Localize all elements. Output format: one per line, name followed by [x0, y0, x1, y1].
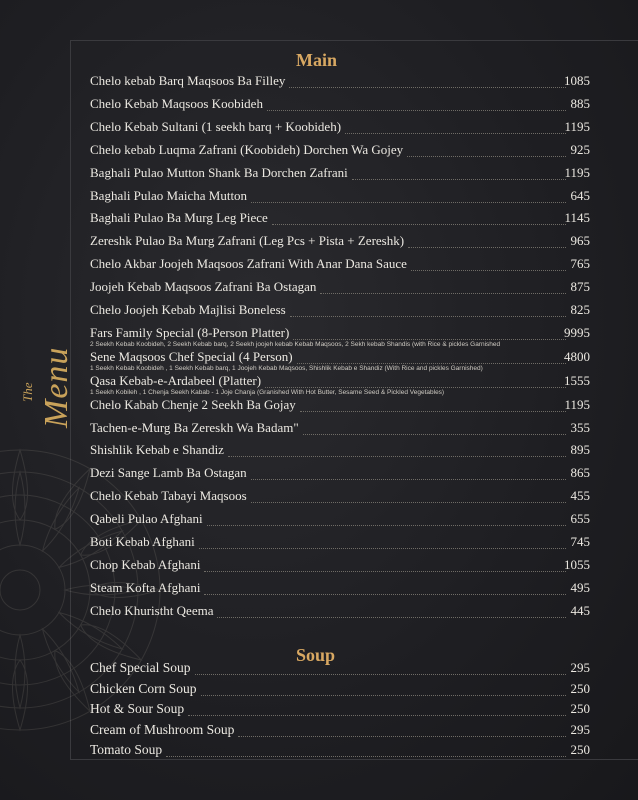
- menu-item-price: 250: [570, 701, 590, 717]
- menu-item-price: 925: [570, 141, 590, 157]
- menu-item-name: Chef Special Soup: [90, 660, 191, 675]
- menu-item-price: 1195: [564, 396, 590, 412]
- menu-item-name: Qabeli Pulao Afghani: [90, 511, 203, 527]
- vertical-title-menu: Menu: [38, 346, 75, 428]
- menu-item-row: [90, 233, 590, 253]
- menu-item-name: Steam Kofta Afghani: [90, 579, 201, 595]
- menu-item-price: 1145: [564, 210, 590, 226]
- menu-item-row: [90, 442, 590, 462]
- menu-item-name: Chelo Kebab Maqsoos Koobideh: [90, 95, 263, 111]
- menu-item-name: Sene Maqsoos Chef Special (4 Person): [90, 348, 293, 364]
- dot-leader: [300, 402, 566, 412]
- menu-item-name: Chelo Kabab Chenje 2 Seekh Ba Gojay: [90, 396, 296, 412]
- dot-leader: [204, 562, 566, 572]
- menu-item-name: Baghali Pulao Mutton Shank Ba Dorchen Zafrani: [90, 164, 348, 180]
- menu-item-price: 875: [570, 279, 590, 295]
- dot-leader: [228, 447, 566, 457]
- menu-item-price: 250: [570, 742, 590, 758]
- menu-item-name: Chelo Joojeh Kebab Majlisi Boneless: [90, 302, 286, 317]
- dot-leader: [293, 330, 566, 340]
- dot-leader: [217, 608, 566, 618]
- menu-item-name: Qasa Kebab-e-Ardabeel (Platter): [90, 372, 262, 388]
- menu-item-row: [90, 396, 590, 417]
- menu-item-price: 355: [570, 419, 590, 435]
- dot-leader: [297, 354, 566, 364]
- menu-item-price: 250: [570, 680, 590, 696]
- dot-leader: [303, 425, 566, 435]
- menu-item-price: 1085: [564, 73, 590, 88]
- menu-item-row: [90, 556, 590, 577]
- menu-item-row: [90, 465, 590, 485]
- dot-leader: [265, 378, 566, 388]
- menu-item-name: Shishlik Kebab e Shandiz: [90, 442, 224, 458]
- menu-item-row: [90, 118, 590, 139]
- menu-item-row: [90, 602, 590, 623]
- menu-item-price: 4800: [564, 348, 590, 364]
- menu-item-price: 9995: [564, 324, 590, 340]
- menu-item-row: [90, 419, 590, 440]
- menu-item-price: 295: [570, 721, 590, 737]
- menu-item-price: 495: [570, 579, 590, 595]
- menu-item-row: [90, 742, 590, 762]
- dot-leader: [251, 493, 566, 503]
- menu-item-name: Chelo Kebab Tabayi Maqsoos: [90, 488, 247, 504]
- menu-item-row: [90, 210, 590, 230]
- dot-leader: [204, 585, 566, 595]
- soup-section-heading: Soup: [296, 645, 336, 665]
- dot-leader: [345, 124, 566, 134]
- menu-item-name: Fars Family Special (8-Person Platter): [90, 324, 290, 340]
- dot-leader: [290, 307, 566, 317]
- dot-leader: [320, 284, 566, 294]
- menu-item-price: 1195: [564, 164, 590, 180]
- menu-item-row: [90, 701, 590, 721]
- menu-item-name: Hot & Sour Soup: [90, 701, 185, 717]
- menu-item-description: 1 Seekh Kebab Koobideh , 1 Seekh Kebab barq, 1 Joojeh Kebab Maqsoos, Shishlik Kebab e Shandiz (With Rice and pickles Garnished): [90, 364, 483, 372]
- menu-item-row: [90, 73, 590, 93]
- menu-item-name: Chelo kebab Luqma Zafrani (Koobideh) Dorchen Wa Gojey: [90, 141, 404, 157]
- menu-item-name: Zereshk Pulao Ba Murg Zafrani (Leg Pcs + Pista + Zereshk): [90, 233, 405, 249]
- menu-item-price: 825: [570, 302, 590, 317]
- menu-item-price: 865: [570, 465, 590, 481]
- menu-item-price: 445: [570, 602, 590, 618]
- menu-item-row: [90, 164, 590, 185]
- menu-item-description: 1 Seekh Kobileh , 1 Chenja Seekh Kabab - 1 Joje Chanja (Granished With Hot Butter, Sesame Seed & Pickled Vegetables): [90, 388, 445, 396]
- menu-item-row: [90, 721, 590, 742]
- dot-leader: [199, 539, 566, 549]
- menu-item-price: 455: [570, 488, 590, 504]
- menu-item-row: [90, 95, 590, 116]
- dot-leader: [411, 261, 566, 271]
- menu-item-name: Cream of Mushroom Soup: [90, 721, 235, 737]
- menu-item-price: 895: [570, 442, 590, 458]
- dot-leader: [238, 727, 566, 737]
- menu-item-row: [90, 279, 590, 299]
- menu-item-price: 655: [570, 511, 590, 527]
- menu-item-price: 965: [570, 233, 590, 249]
- menu-item-row: [90, 187, 590, 208]
- dot-leader: [267, 101, 566, 111]
- menu-item-name: Tomato Soup: [90, 742, 163, 758]
- dot-leader: [407, 147, 566, 157]
- menu-item-price: 1055: [564, 556, 590, 572]
- menu-item-row: [90, 660, 590, 680]
- menu-item-price: 765: [570, 256, 590, 272]
- dot-leader: [201, 686, 567, 696]
- dot-leader: [272, 215, 566, 225]
- menu-item-row: [90, 579, 590, 600]
- menu-item-name: Chop Kebab Afghani: [90, 556, 201, 572]
- menu-item-name: Dezi Sange Lamb Ba Ostagan: [90, 465, 247, 481]
- menu-item-row: [90, 511, 590, 531]
- menu-item-name: Chicken Corn Soup: [90, 680, 197, 696]
- menu-item-price: 745: [570, 534, 590, 549]
- menu-item-price: 645: [570, 187, 590, 203]
- dot-leader: [408, 238, 566, 248]
- menu-item-row: [90, 534, 590, 554]
- dot-leader: [195, 665, 567, 675]
- vertical-menu-title: [12, 330, 82, 450]
- dot-leader: [352, 170, 566, 180]
- menu-item-price: 1195: [564, 118, 590, 134]
- dot-leader: [166, 747, 566, 757]
- vertical-title-the: The: [20, 382, 35, 402]
- menu-item-row: [90, 256, 590, 276]
- dot-leader: [251, 470, 566, 480]
- menu-item-row: [90, 488, 590, 508]
- menu-item-description: 2 Seekh Kebab Koobideh, 2 Seekh Kebab barq, 2 Seekh joojeh kebab Kebab Maqsoos, 2 Sekh kebab Shandis (with Rice & pickles Garnished: [90, 340, 501, 348]
- dot-leader: [207, 516, 566, 526]
- menu-item-name: Baghali Pulao Ba Murg Leg Piece: [90, 210, 268, 226]
- menu-item-name: Tachen-e-Murg Ba Zereskh Wa Badam": [90, 419, 299, 435]
- menu-item-row: [90, 141, 590, 162]
- menu-item-row: [90, 302, 590, 322]
- menu-item-name: Joojeh Kebab Maqsoos Zafrani Ba Ostagan: [90, 279, 317, 295]
- menu-item-name: Chelo kebab Barq Maqsoos Ba Filley: [90, 73, 286, 88]
- menu-item-price: 1555: [564, 372, 590, 388]
- menu-item-price: 295: [570, 660, 590, 675]
- dot-leader: [289, 78, 566, 88]
- menu-item-name: Chelo Kebab Sultani (1 seekh barq + Koobideh): [90, 118, 342, 134]
- dot-leader: [188, 706, 566, 716]
- menu-item-name: Chelo Khuristht Qeema: [90, 602, 214, 618]
- menu-item-name: Chelo Akbar Joojeh Maqsoos Zafrani With Anar Dana Sauce: [90, 256, 407, 272]
- menu-item-row: [90, 680, 590, 701]
- menu-item-price: 885: [570, 95, 590, 111]
- menu-item-name: Boti Kebab Afghani: [90, 534, 195, 549]
- menu-item-name: Baghali Pulao Maicha Mutton: [90, 187, 248, 203]
- dot-leader: [251, 193, 566, 203]
- main-section-heading: Main: [296, 50, 338, 70]
